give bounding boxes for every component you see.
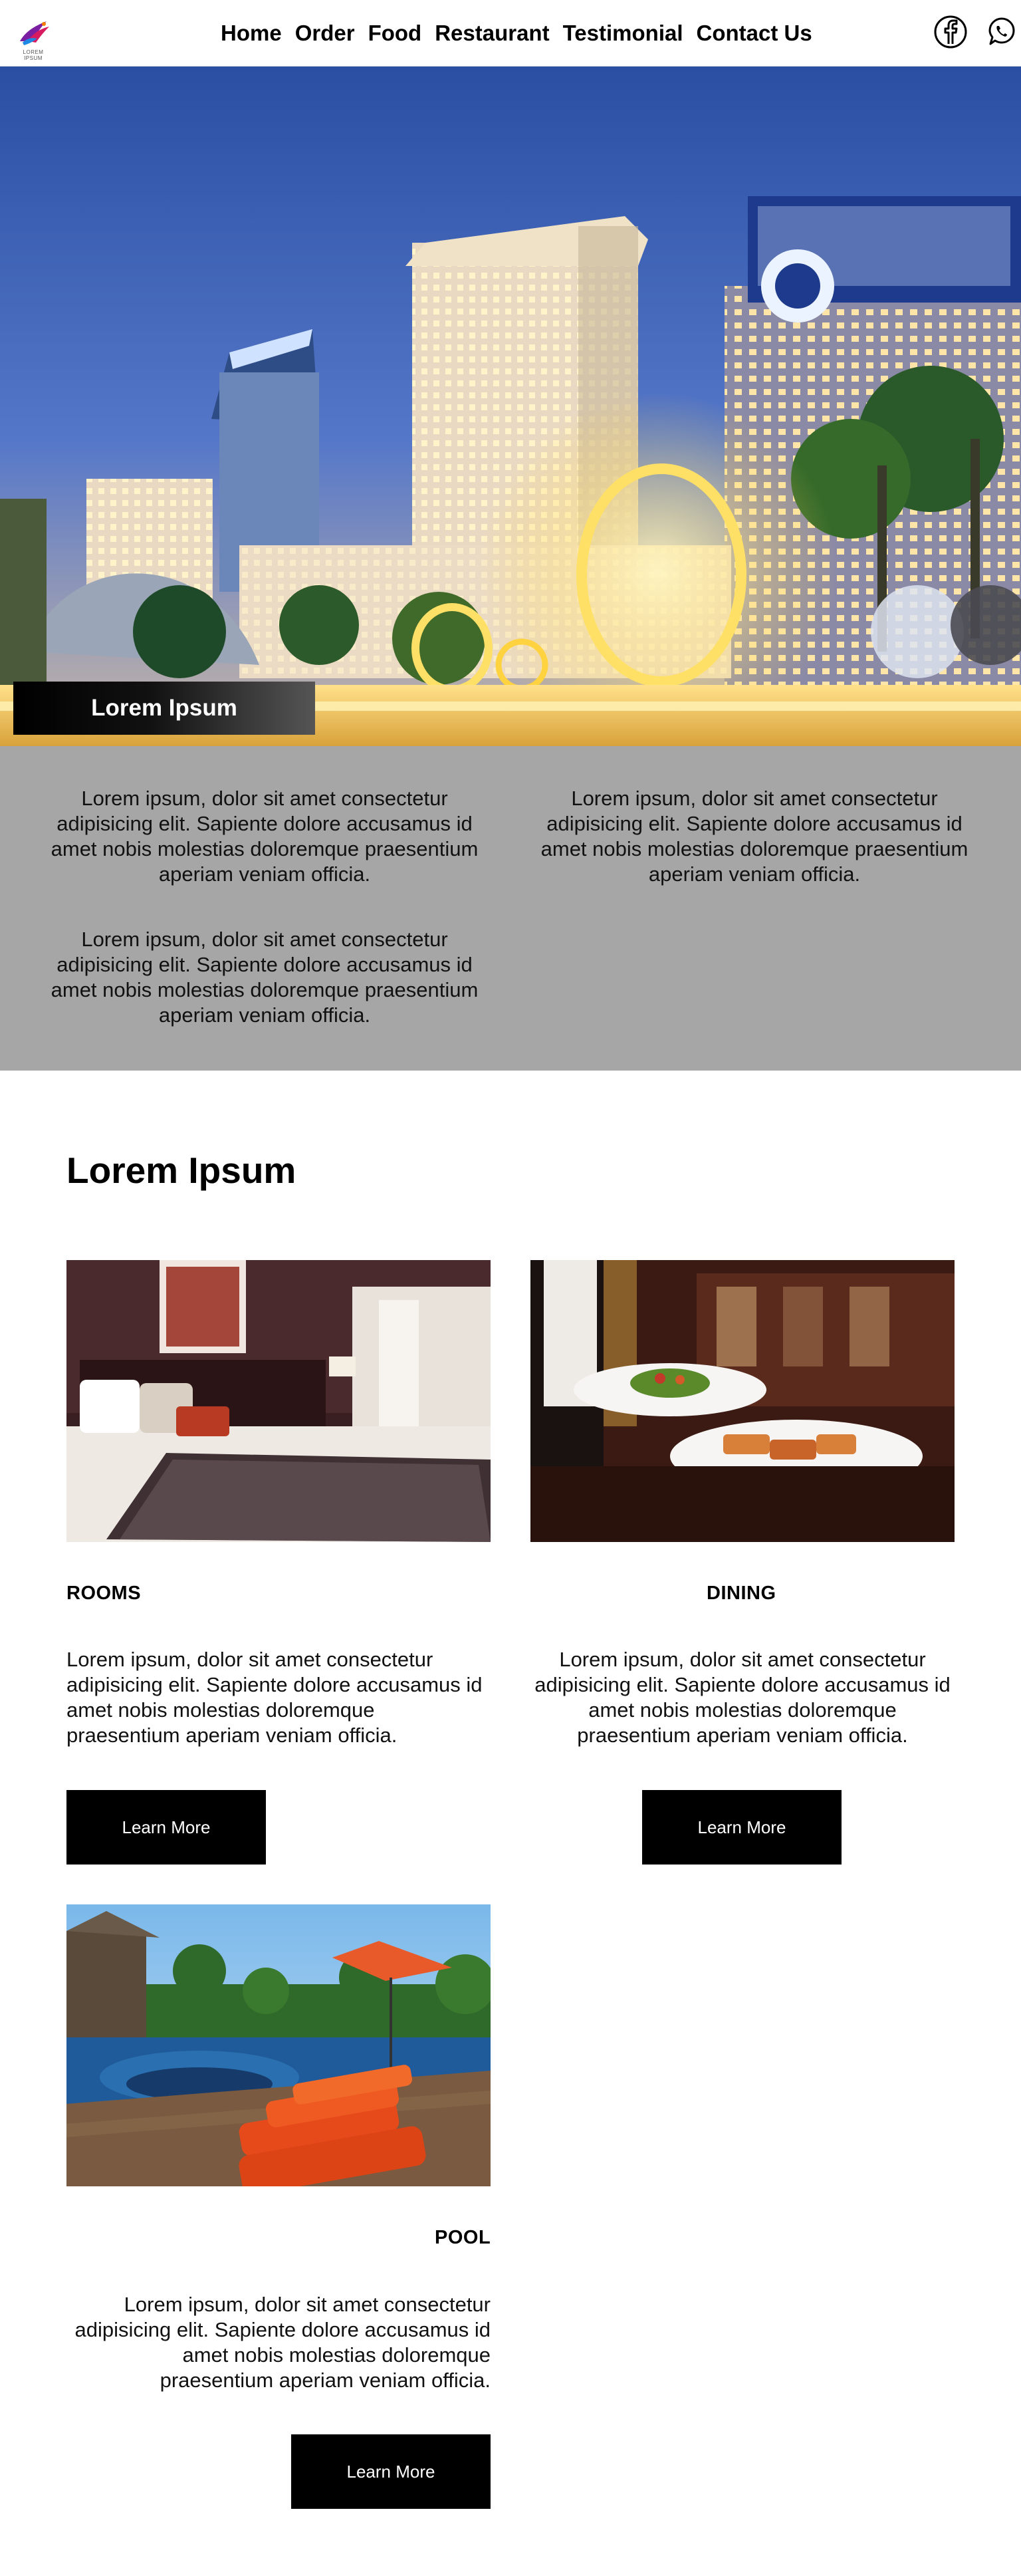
nav-home[interactable]: Home	[221, 21, 282, 45]
bird-logo-icon	[13, 12, 53, 52]
intro-paragraph: Lorem ipsum, dolor sit amet consectetur adipisicing elit. Sapiente dolore accusamus id amet nobis molestias doloremque praesentium aperiam veniam officia.	[51, 787, 479, 886]
city-night-image	[0, 66, 1021, 746]
rooms-learn-more-button[interactable]: Learn More	[66, 1790, 266, 1865]
intro-paragraph: Lorem ipsum, dolor sit amet consectetur adipisicing elit. Sapiente dolore accusamus id amet nobis molestias doloremque praesentium aperiam veniam officia.	[51, 928, 479, 1027]
whatsapp-icon[interactable]	[984, 15, 1018, 49]
pool-learn-more-button[interactable]: Learn More	[291, 2434, 491, 2509]
pool-image	[66, 1904, 491, 2186]
facebook-icon[interactable]	[933, 15, 968, 49]
rooms-text: Lorem ipsum, dolor sit amet consectetur adipisicing elit. Sapiente dolore accusamus id amet nobis molestias doloremque praesentium aperiam veniam officia.	[66, 1648, 483, 1747]
dining-text: Lorem ipsum, dolor sit amet consectetur adipisicing elit. Sapiente dolore accusamus id amet nobis molestias doloremque praesentium aperiam veniam officia.	[534, 1648, 951, 1747]
rooms-title: ROOMS	[66, 1583, 142, 1604]
rooms-image	[66, 1260, 491, 1542]
main-nav	[221, 20, 812, 47]
nav-food[interactable]: Food	[368, 21, 422, 45]
section-title: Lorem Ipsum	[66, 1150, 296, 1191]
nav-testimonial[interactable]: Testimonial	[562, 21, 683, 45]
site-header	[0, 0, 1021, 66]
hero-label: Lorem Ipsum	[13, 682, 315, 735]
intro-band	[0, 746, 1021, 1071]
pool-text: Lorem ipsum, dolor sit amet consectetur adipisicing elit. Sapiente dolore accusamus id amet nobis molestias doloremque praesentium aperiam veniam officia.	[74, 2293, 491, 2392]
dining-image	[530, 1260, 955, 1542]
nav-contact-us[interactable]: Contact Us	[696, 21, 812, 45]
nav-order[interactable]: Order	[294, 21, 355, 45]
dining-learn-more-button[interactable]: Learn More	[642, 1790, 842, 1865]
logo-caption: LOREM IPSUM	[23, 49, 44, 61]
hero-banner	[0, 66, 1021, 746]
dining-title: DINING	[707, 1583, 776, 1604]
nav-restaurant[interactable]: Restaurant	[435, 21, 550, 45]
intro-paragraph: Lorem ipsum, dolor sit amet consectetur adipisicing elit. Sapiente dolore accusamus id amet nobis molestias doloremque praesentium aperiam veniam officia.	[540, 787, 968, 886]
pool-title: POOL	[435, 2227, 491, 2248]
